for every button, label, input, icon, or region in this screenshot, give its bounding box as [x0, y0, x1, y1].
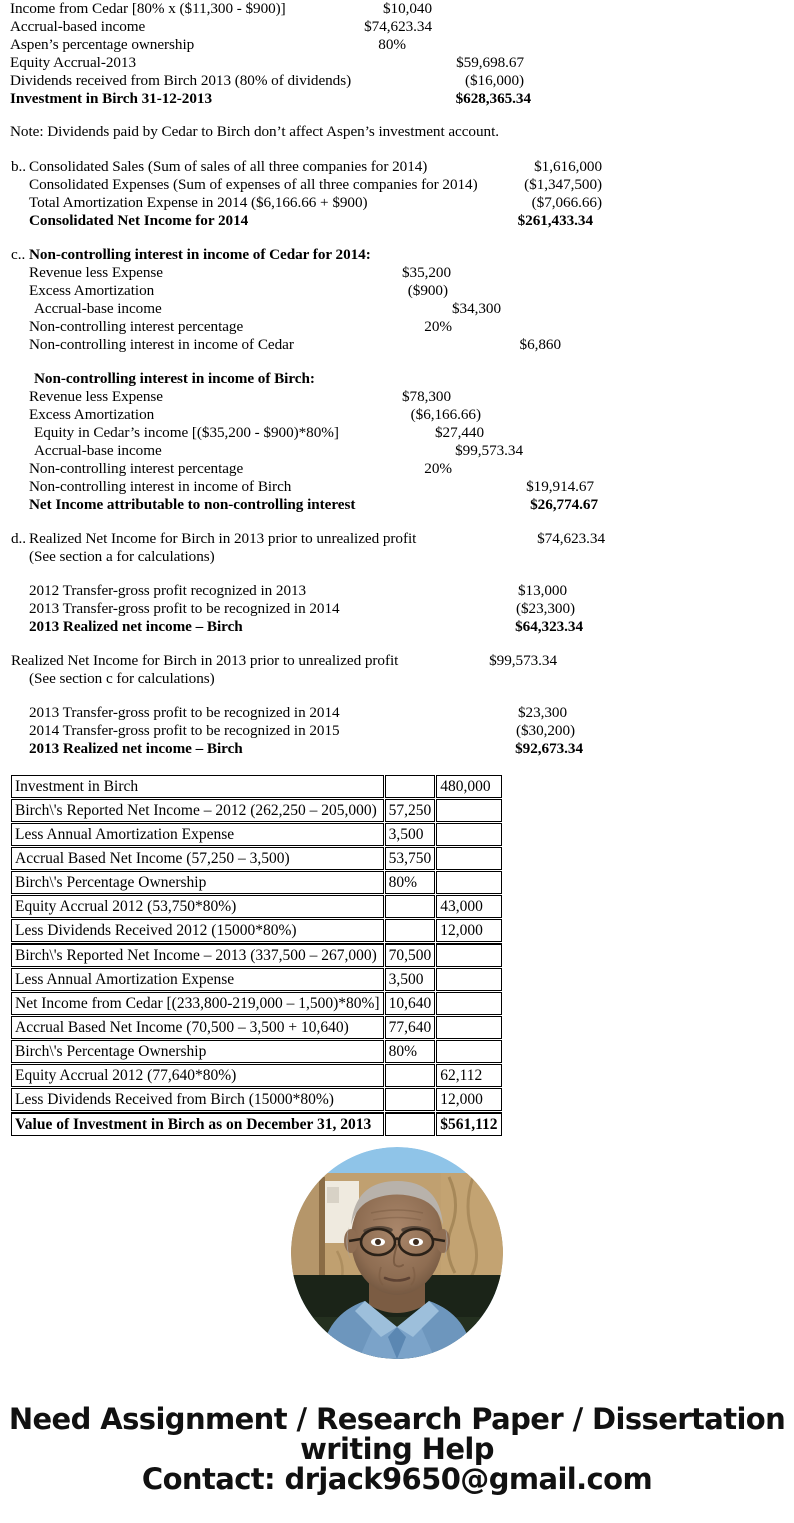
table-row: [11, 1088, 502, 1111]
section-c-birch-label-1: Excess Amortization: [29, 406, 155, 423]
table-cell-middle: [385, 895, 436, 918]
table-cell-middle: 70,500: [385, 943, 436, 967]
footer-line-3: Contact: drjack9650@gmail.com: [141, 1462, 653, 1496]
table-cell-right: [436, 992, 501, 1015]
table-cell-label: Equity Accrual 2012 (53,750*80%): [11, 895, 384, 918]
investment-in-birch-table: [10, 774, 503, 1137]
table-cell-right: [436, 871, 501, 894]
note-text: Dividends paid by Cedar to Birch don’t affect Aspen’s investment account.: [43, 123, 499, 140]
section-c-birch-value-2: $27,440: [434, 424, 484, 441]
table-row: [11, 1016, 502, 1039]
table-cell-middle: 80%: [385, 1040, 436, 1063]
section-a-value-3: $59,698.67: [456, 54, 524, 71]
section-c-cedar-value-1: ($900): [407, 282, 448, 299]
section-b-label-1: Consolidated Expenses (Sum of expenses of all three companies for 2014): [29, 176, 478, 193]
section-b-label-2: Total Amortization Expense in 2014 ($6,166.66 + $900): [29, 194, 368, 211]
section-c-birch-label-2: Equity in Cedar’s income [($35,200 - $900)*80%]: [34, 424, 339, 441]
section-c-birch-label-0: Revenue less Expense: [29, 388, 163, 405]
table-cell-right: 12,000: [436, 1088, 501, 1111]
section-d-block1-label-0: 2012 Transfer-gross profit recognized in 2013: [29, 582, 307, 599]
table-cell-middle: 53,750: [385, 847, 436, 870]
table-cell-label: Less Dividends Received from Birch (15000*80%): [11, 1088, 384, 1111]
table-row: [11, 1040, 502, 1063]
section-c-cedar-value-4: $6,860: [519, 336, 561, 353]
table-cell-middle: [385, 1088, 436, 1111]
table-cell-middle: 3,500: [385, 968, 436, 991]
section-c-birch-value-0: $78,300: [401, 388, 451, 405]
table-cell-right: [436, 1016, 501, 1039]
section-d-marker: d..: [11, 530, 27, 547]
section-d-block2-label-2: 2013 Realized net income – Birch: [29, 740, 243, 757]
table-cell-label: Value of Investment in Birch as on December 31, 2013: [11, 1112, 384, 1136]
section-a-label-5: Investment in Birch 31-12-2013: [10, 90, 212, 107]
section-d-block1-title-value: $74,623.34: [537, 530, 605, 547]
section-b-value-1: ($1,347,500): [524, 176, 602, 193]
section-d-block2-title-value: $99,573.34: [489, 652, 557, 669]
footer-line-1: Need Assignment / Research Paper / Dissertation: [8, 1402, 786, 1436]
table-cell-middle: [385, 775, 436, 798]
section-d-block2-subtitle: (See section c for calculations): [29, 670, 215, 687]
section-b-label-0: Consolidated Sales (Sum of sales of all three companies for 2014): [29, 158, 428, 175]
table-cell-right: $561,112: [436, 1112, 501, 1136]
table-row: [11, 919, 502, 942]
table-row: [11, 823, 502, 846]
section-a-note: [10, 123, 499, 141]
section-d-block2-label-0: 2013 Transfer-gross profit to be recognized in 2014: [29, 704, 340, 721]
table-cell-right: [436, 847, 501, 870]
table-cell-right: 43,000: [436, 895, 501, 918]
table-cell-label: Net Income from Cedar [(233,800-219,000 – 1,500)*80%]: [11, 992, 384, 1015]
section-a-label-4: Dividends received from Birch 2013 (80% of dividends): [10, 72, 352, 89]
section-c-heading-birch: Non-controlling interest in income of Birch:: [34, 370, 315, 387]
table-cell-middle: 10,640: [385, 992, 436, 1015]
table-cell-label: Accrual Based Net Income (70,500 – 3,500 + 10,640): [11, 1016, 384, 1039]
section-d-block2-label-1: 2014 Transfer-gross profit to be recognized in 2015: [29, 722, 340, 739]
table-cell-label: Accrual Based Net Income (57,250 – 3,500): [11, 847, 384, 870]
section-b-value-0: $1,616,000: [534, 158, 602, 175]
section-c-birch-value-5: $19,914.67: [526, 478, 594, 495]
section-b-label-3: Consolidated Net Income for 2014: [29, 212, 249, 229]
table-body: [11, 775, 502, 1136]
table-row: [11, 871, 502, 894]
section-d-block1-value-1: ($23,300): [515, 600, 575, 617]
section-c-marker: c..: [11, 246, 26, 263]
table-cell-label: Birch\'s Reported Net Income – 2012 (262,250 – 205,000): [11, 799, 384, 822]
section-a-label-0: Income from Cedar [80% x ($11,300 - $900)]: [10, 0, 286, 17]
section-c-cedar-label-1: Excess Amortization: [29, 282, 155, 299]
section-d-block1-value-2: $64,323.34: [515, 618, 583, 635]
table-cell-middle: [385, 1112, 436, 1136]
table-cell-right: 62,112: [436, 1064, 501, 1087]
section-c-cedar-value-3: 20%: [424, 318, 452, 335]
footer-line-2: writing Help: [300, 1432, 494, 1466]
section-c-cedar-label-4: Non-controlling interest in income of Cedar: [29, 336, 294, 353]
section-c-cedar-value-2: $34,300: [451, 300, 501, 317]
section-d-block1-value-0: $13,000: [517, 582, 567, 599]
section-c-birch-value-3: $99,573.34: [455, 442, 523, 459]
section-c-birch-value-1: ($6,166.66): [410, 406, 481, 423]
table-row: [11, 847, 502, 870]
table-cell-middle: [385, 1064, 436, 1087]
table-cell-label: Birch\'s Percentage Ownership: [11, 1040, 384, 1063]
section-d-block2-value-2: $92,673.34: [515, 740, 583, 757]
table-cell-right: [436, 943, 501, 967]
section-d-block2-value-0: $23,300: [517, 704, 567, 721]
table-cell-right: [436, 799, 501, 822]
table-row: [11, 799, 502, 822]
section-d-block1-label-2: 2013 Realized net income – Birch: [29, 618, 243, 635]
table-cell-label: Equity Accrual 2012 (77,640*80%): [11, 1064, 384, 1087]
section-a-value-0: $10,040: [382, 0, 432, 17]
table-cell-right: [436, 823, 501, 846]
table-row: [11, 1064, 502, 1087]
section-c-birch-value-4: 20%: [424, 460, 452, 477]
section-c-birch-label-3: Accrual-base income: [34, 442, 162, 459]
table-row: [11, 895, 502, 918]
section-c-birch-label-4: Non-controlling interest percentage: [29, 460, 244, 477]
section-a-label-3: Equity Accrual-2013: [10, 54, 137, 71]
portrait-illustration: [291, 1147, 503, 1359]
section-c-heading-cedar: Non-controlling interest in income of Cedar for 2014:: [29, 246, 371, 263]
table-cell-middle: 77,640: [385, 1016, 436, 1039]
table-cell-middle: 57,250: [385, 799, 436, 822]
table-row: [11, 992, 502, 1015]
table-row: [11, 1112, 502, 1136]
section-a-value-2: 80%: [378, 36, 406, 53]
author-portrait-photo: [291, 1147, 503, 1359]
section-b-value-2: ($7,066.66): [531, 194, 602, 211]
section-c-birch-value-6: $26,774.67: [530, 496, 598, 513]
section-d-block1-subtitle: (See section a for calculations): [29, 548, 215, 565]
section-c-cedar-value-0: $35,200: [401, 264, 451, 281]
section-a-value-5: $628,365.34: [455, 90, 531, 107]
section-a-label-1: Accrual-based income: [10, 18, 146, 35]
section-a-value-4: ($16,000): [464, 72, 524, 89]
note-label: Note:: [10, 123, 44, 140]
table-cell-label: Investment in Birch: [11, 775, 384, 798]
section-c-cedar-label-2: Accrual-base income: [34, 300, 162, 317]
section-d-block2-title: Realized Net Income for Birch in 2013 prior to unrealized profit: [11, 652, 399, 669]
section-b-value-3: $261,433.34: [517, 212, 593, 229]
table-cell-label: Less Dividends Received 2012 (15000*80%): [11, 919, 384, 942]
section-c-cedar-label-0: Revenue less Expense: [29, 264, 163, 281]
section-d-block2-value-1: ($30,200): [515, 722, 575, 739]
table-cell-middle: [385, 919, 436, 942]
section-c-birch-label-5: Non-controlling interest in income of Birch: [29, 478, 292, 495]
section-b-marker: b..: [11, 158, 27, 175]
table-cell-right: [436, 1040, 501, 1063]
section-c-birch-label-6: Net Income attributable to non-controlling interest: [29, 496, 356, 513]
table-cell-label: Birch\'s Reported Net Income – 2013 (337,500 – 267,000): [11, 943, 384, 967]
table-cell-right: [436, 968, 501, 991]
section-a-label-2: Aspen’s percentage ownership: [10, 36, 195, 53]
table-row: [11, 775, 502, 798]
section-d-block1-title: Realized Net Income for Birch in 2013 prior to unrealized profit: [29, 530, 417, 547]
section-d-block1-label-1: 2013 Transfer-gross profit to be recognized in 2014: [29, 600, 340, 617]
table-cell-middle: 3,500: [385, 823, 436, 846]
table-row: [11, 968, 502, 991]
section-a-value-1: $74,623.34: [364, 18, 432, 35]
section-c-cedar-label-3: Non-controlling interest percentage: [29, 318, 244, 335]
table-cell-label: Birch\'s Percentage Ownership: [11, 871, 384, 894]
table-cell-label: Less Annual Amortization Expense: [11, 968, 384, 991]
table-cell-label: Less Annual Amortization Expense: [11, 823, 384, 846]
table-cell-middle: 80%: [385, 871, 436, 894]
table-row: [11, 943, 502, 967]
table-cell-right: 480,000: [436, 775, 501, 798]
table-cell-right: 12,000: [436, 919, 501, 942]
